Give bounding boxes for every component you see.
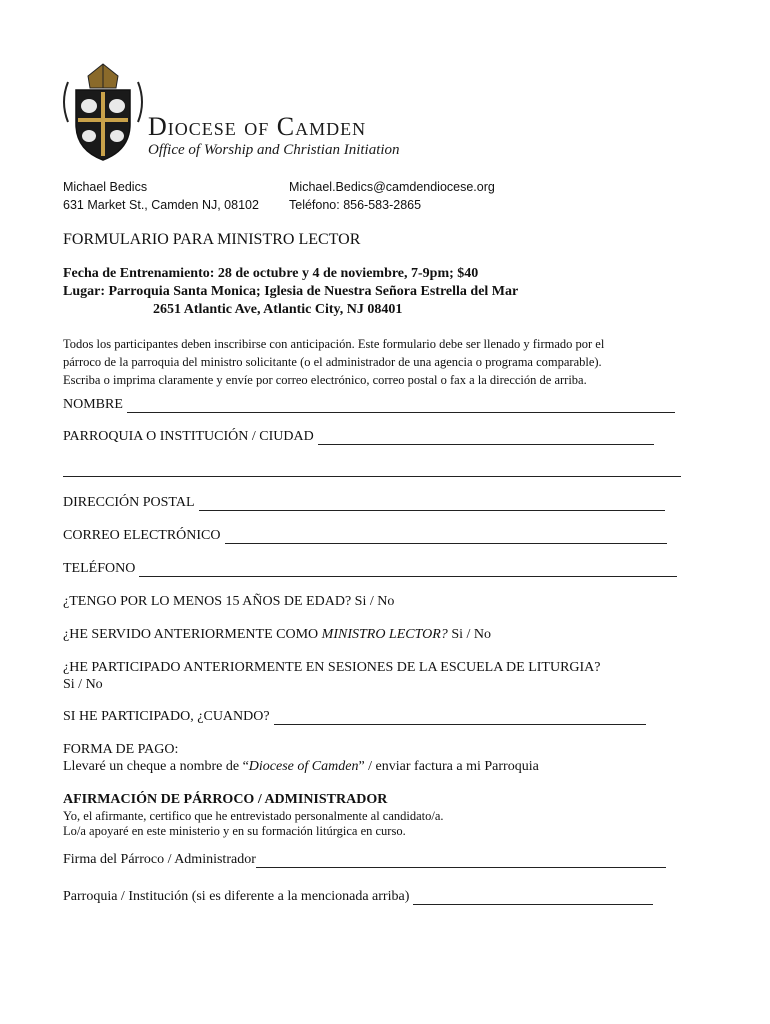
- training-dates: Fecha de Entrenamiento: 28 de octubre y 4 de noviembre, 7-9pm; $40: [63, 266, 479, 281]
- affirmation-heading: AFIRMACIÓN DE PÁRROCO / ADMINISTRADOR: [63, 792, 388, 807]
- training-location: Lugar: Parroquia Santa Monica; Iglesia de Nuestra Señora Estrella del Mar: [63, 284, 519, 299]
- served-question-answer: Si / No: [447, 627, 491, 642]
- instructions: [63, 335, 703, 389]
- served-question-role: MINISTRO LECTOR?: [321, 627, 448, 642]
- postal-address-field[interactable]: [63, 495, 665, 511]
- name-label: NOMBRE: [63, 397, 123, 412]
- contact-email: Michael.Bedics@camdendiocese.org: [289, 180, 495, 194]
- affirmation-line-1: Yo, el afirmante, certifico que he entrevistado personalmente al candidato/a.: [63, 809, 444, 823]
- served-question-prefix: ¿HE SERVIDO ANTERIORMENTE COMO: [63, 627, 322, 642]
- instructions-line: Escriba o imprima claramente y envíe por correo electrónico, correo postal o fax a la dirección de arriba.: [63, 373, 587, 387]
- parish-city-line-2[interactable]: [63, 476, 681, 477]
- when-field[interactable]: [63, 709, 646, 725]
- postal-address-line[interactable]: [199, 496, 665, 511]
- name-line[interactable]: [127, 398, 675, 413]
- phone-field[interactable]: [63, 561, 677, 577]
- parish-city-label: PARROQUIA O INSTITUCIÓN / CIUDAD: [63, 429, 314, 444]
- age-question[interactable]: ¿TENGO POR LO MENOS 15 AÑOS DE EDAD? Si / No: [63, 594, 395, 609]
- liturgy-answer[interactable]: Si / No: [63, 677, 103, 692]
- email-label: CORREO ELECTRÓNICO: [63, 528, 221, 543]
- affirmation-line-2: Lo/a apoyaré en este ministerio y en su formación litúrgica en curso.: [63, 824, 406, 838]
- org-name: Diocese of Camden: [148, 112, 367, 141]
- payment-suffix: ” / enviar factura a mi Parroquia: [358, 759, 539, 774]
- parish-institution-line[interactable]: [413, 890, 653, 905]
- parish-city-field[interactable]: [63, 429, 654, 445]
- signature-field[interactable]: [63, 852, 666, 868]
- phone-label: TELÉFONO: [63, 561, 136, 576]
- parish-institution-field[interactable]: [63, 889, 653, 905]
- form-title: FORMULARIO PARA MINISTRO LECTOR: [63, 231, 361, 248]
- payment-heading: FORMA DE PAGO:: [63, 742, 179, 757]
- parish-city-line[interactable]: [318, 430, 654, 445]
- payment-prefix: Llevaré un cheque a nombre de “: [63, 759, 249, 774]
- contact-phone: Teléfono: 856-583-2865: [289, 198, 422, 212]
- email-field[interactable]: [63, 528, 667, 544]
- when-line[interactable]: [274, 710, 646, 725]
- phone-line[interactable]: [139, 562, 677, 577]
- org-subtitle: Office of Worship and Christian Initiation: [148, 142, 400, 158]
- email-line[interactable]: [225, 529, 667, 544]
- payment-option[interactable]: [63, 759, 539, 775]
- when-label: SI HE PARTICIPADO, ¿CUANDO?: [63, 709, 270, 724]
- training-address: 2651 Atlantic Ave, Atlantic City, NJ 08401: [153, 302, 403, 317]
- diocese-crest-icon: [58, 62, 148, 162]
- instructions-line: párroco de la parroquia del ministro solicitante (o el administrador de una agencia o programa comparable).: [63, 355, 602, 369]
- served-question[interactable]: [63, 627, 491, 643]
- payment-payee: Diocese of Camden: [248, 759, 359, 774]
- name-field[interactable]: [63, 397, 675, 413]
- contact-address: 631 Market St., Camden NJ, 08102: [63, 198, 259, 212]
- liturgy-question: ¿HE PARTICIPADO ANTERIORMENTE EN SESIONES DE LA ESCUELA DE LITURGIA?: [63, 660, 601, 675]
- contact-name: Michael Bedics: [63, 180, 148, 194]
- instructions-line: Todos los participantes deben inscribirse con anticipación. Este formulario debe ser llenado y firmado por el: [63, 337, 605, 351]
- parish-institution-label: Parroquia / Institución (si es diferente a la mencionada arriba): [63, 889, 410, 904]
- postal-address-label: DIRECCIÓN POSTAL: [63, 495, 195, 510]
- signature-line[interactable]: [256, 853, 666, 868]
- signature-label: Firma del Párroco / Administrador: [63, 852, 256, 867]
